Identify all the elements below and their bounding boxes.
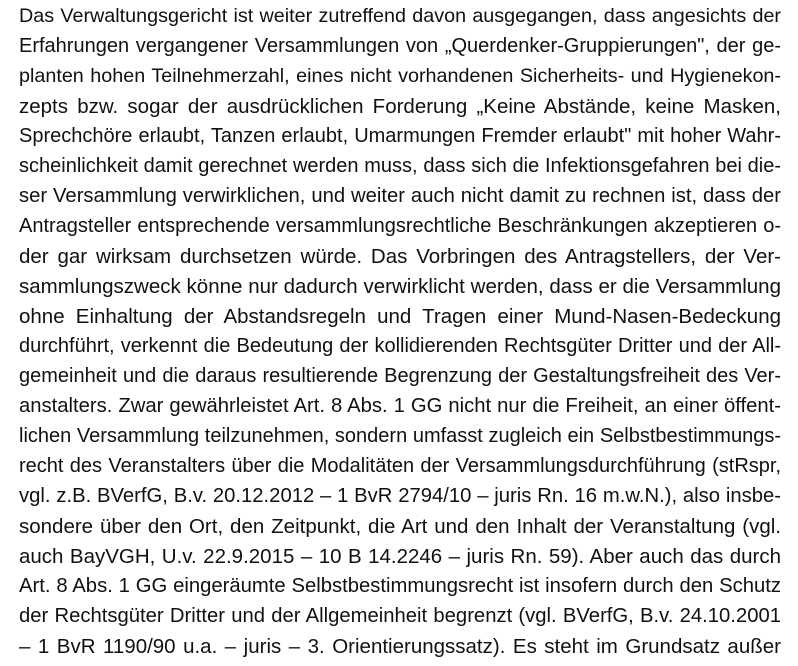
text-line: durchführt, verkennt die Bedeutung der kollidierenden Rechtsgüter Dritter und der All-	[19, 335, 781, 357]
text-line: Erfahrungen vergangener Versammlungen von „Querdenker-Gruppierungen", der ge-	[19, 35, 781, 57]
text-line: vgl. z.B. BVerfG, B.v. 20.12.2012 – 1 BvR 2794/10 – juris Rn. 16 m.w.N.), also insbe-	[19, 485, 781, 507]
text-line: der gar wirksam durchsetzen würde. Das Vorbringen des Antragstellers, der Ver-	[19, 245, 781, 268]
text-line: ser Versammlung verwirklichen, und weiter auch nicht damit zu rechnen ist, dass der	[19, 185, 781, 207]
text-line: zepts bzw. sogar der ausdrücklichen Forderung „Keine Abstände, keine Masken,	[19, 95, 781, 118]
text-line: ohne Einhaltung der Abstandsregeln und Tragen einer Mund-Nasen-Bedeckung	[19, 305, 781, 328]
text-line: scheinlichkeit damit gerechnet werden muss, dass sich die Infektionsgefahren bei die-	[19, 155, 781, 177]
text-line: Art. 8 Abs. 1 GG eingeräumte Selbstbestimmungsrecht ist insofern durch den Schutz	[19, 575, 781, 597]
text-line: recht des Veranstalters über die Modalitäten der Versammlungsdurchführung (stRspr,	[19, 455, 781, 477]
text-line: auch BayVGH, U.v. 22.9.2015 – 10 B 14.2246 – juris Rn. 59). Aber auch das durch	[19, 545, 781, 568]
text-line: gemeinheit und die daraus resultierende Begrenzung der Gestaltungsfreiheit des Ver-	[19, 365, 781, 387]
text-line: planten hohen Teilnehmerzahl, eines nicht vorhandenen Sicherheits- und Hygienekon-	[19, 65, 781, 87]
text-line: Das Verwaltungsgericht ist weiter zutreffend davon ausgegangen, dass angesichts der	[19, 5, 781, 27]
text-line: Sprechchöre erlaubt, Tanzen erlaubt, Umarmungen Fremder erlaubt" mit hoher Wahr-	[19, 125, 781, 147]
text-line: Antragsteller entsprechende versammlungsrechtliche Beschränkungen akzeptieren o-	[19, 215, 781, 237]
text-line: anstalters. Zwar gewährleistet Art. 8 Abs. 1 GG nicht nur die Freiheit, an einer öffent-	[19, 395, 781, 417]
text-line: – 1 BvR 1190/90 u.a. – juris – 3. Orientierungssatz). Es steht im Grundsatz außer	[19, 635, 781, 658]
text-line: sammlungszweck könne nur dadurch verwirklicht werden, dass er die Versammlung	[19, 275, 781, 298]
text-line: lichen Versammlung teilzunehmen, sondern umfasst zugleich ein Selbstbestimmungs-	[19, 425, 781, 447]
text-line: der Rechtsgüter Dritter und der Allgemeinheit begrenzt (vgl. BVerfG, B.v. 24.10.2001	[19, 605, 781, 627]
text-line: sondere über den Ort, den Zeitpunkt, die Art und den Inhalt der Veranstaltung (vgl.	[19, 515, 781, 538]
